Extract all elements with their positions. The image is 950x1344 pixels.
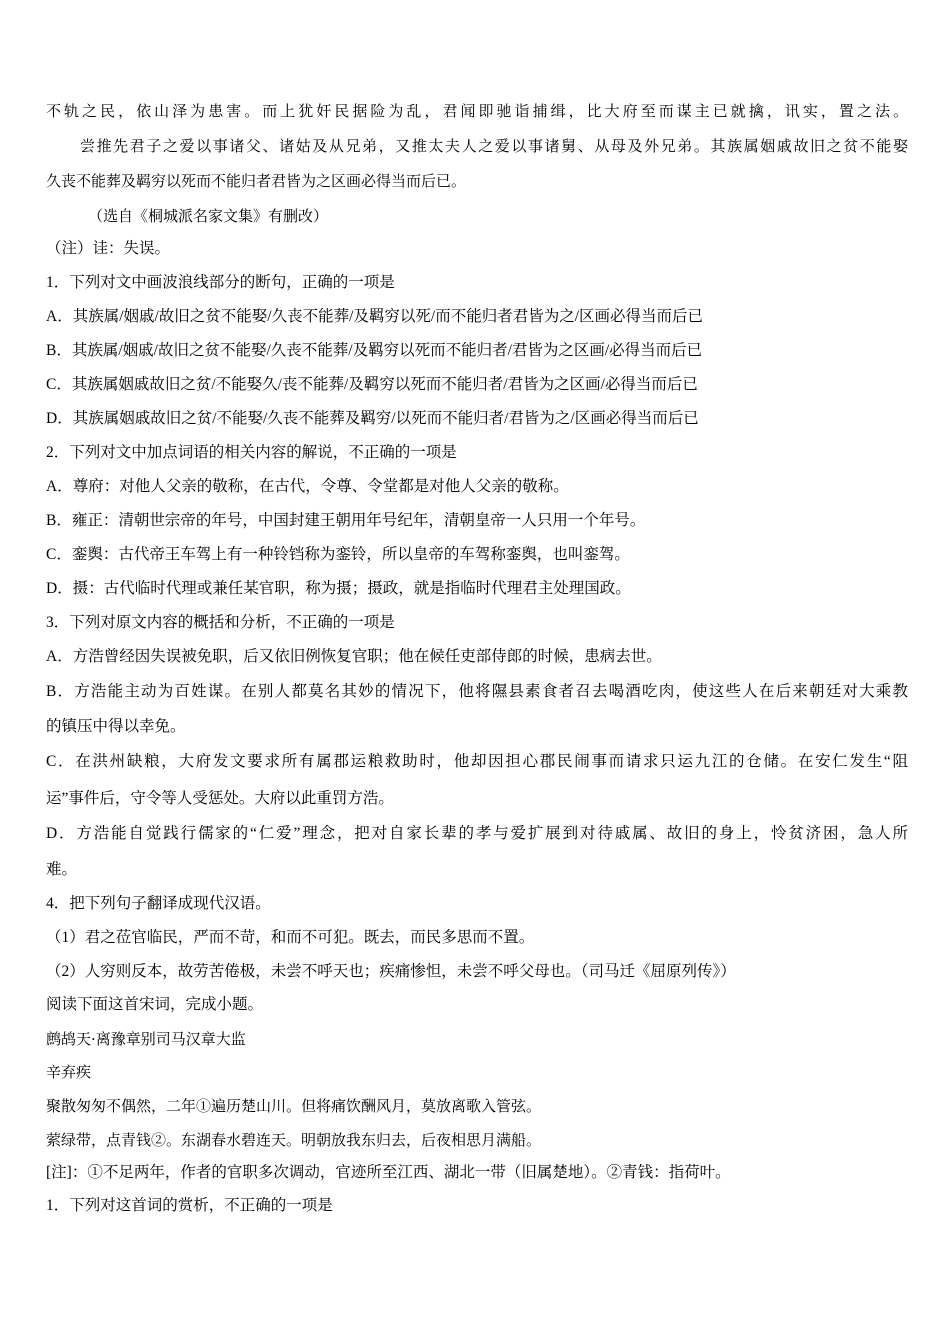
q3-option-b-line-2: 的镇压中得以幸免。 — [46, 718, 186, 735]
q2-stem: 2．下列对文中加点词语的相关内容的解说，不正确的一项是 — [46, 444, 457, 461]
q2-option-c: C．銮舆：古代帝王车驾上有一种铃铛称为銮铃，所以皇帝的车驾称銮舆，也叫銮驾。 — [46, 546, 630, 563]
passage-line-2 — [80, 136, 908, 156]
passage-line-1: 不轨之民，依山泽为患害。而上犹奸民据险为乱，君闻即驰诣捕缉，比大府至而谋主已就擒，讯实，置之法。 — [46, 102, 908, 120]
q4-sentence-2: （2）人穷则反本，故劳苦倦极，未尝不呼天也；疾痛惨怛，未尝不呼父母也。（司马迁《屈原列传》） — [46, 963, 736, 980]
q4-sentence-1: （1）君之莅官临民，严而不苛，和而不可犯。既去，而民多思而不置。 — [46, 929, 535, 946]
passage-note: （注）诖：失误。 — [46, 240, 171, 257]
q3-option-c-line-2: 运”事件后，守令等人受惩处。大府以此重罚方浩。 — [46, 790, 394, 807]
q2-option-b: B．雍正：清朝世宗帝的年号，中国封建王朝用年号纪年，清朝皇帝一人只用一个年号。 — [46, 512, 646, 529]
passage-source: （选自《桐城派名家文集》有删改） — [88, 207, 329, 225]
poem-note: [注]：①不足两年，作者的官职多次调动，官迹所至江西、湖北一带（旧属楚地）。②青钱：指荷叶。 — [46, 1164, 731, 1181]
q3-option-a: A．方浩曾经因失误被免职，后又依旧例恢复官职；他在候任吏部侍郎的时候，患病去世。 — [46, 648, 662, 665]
poem-line-2: 萦绿带，点青钱②。东湖春水碧连天。明朝放我东归去，后夜相思月满船。 — [46, 1131, 542, 1149]
q2-option-d: D．摄：古代临时代理或兼任某官职，称为摄；摄政，就是指临时代理君主处理国政。 — [46, 580, 631, 597]
q3-option-d-line-2: 难。 — [46, 861, 78, 878]
q2-option-a: A．尊府：对他人父亲的敬称，在古代，令尊、令堂都是对他人父亲的敬称。 — [46, 478, 569, 495]
poem-q1-stem: 1．下列对这首词的赏析，不正确的一项是 — [46, 1197, 333, 1214]
poem-title: 鹧鸪天·离豫章别司马汉章大监 — [46, 1030, 246, 1048]
q1-option-a: A．其族属/姻戚/故旧之贫不能娶/久丧不能葬/及羁穷以死/而不能归者君皆为之/区画必得当而后已 — [46, 308, 704, 325]
q4-stem: 4．把下列句子翻译成现代汉语。 — [46, 895, 271, 912]
q3-stem: 3．下列对原文内容的概括和分析，不正确的一项是 — [46, 614, 395, 631]
q1-option-d: D．其族属姻戚故旧之贫/不能娶/久丧不能葬及羁穷/以死而不能归者/君皆为之/区画必得当而后已 — [46, 410, 699, 427]
poem-author: 辛弃疾 — [46, 1063, 92, 1081]
q1-stem: 1．下列对文中画波浪线部分的断句，正确的一项是 — [46, 274, 395, 291]
q1-option-b: B．其族属/姻戚/故旧之贫不能娶/久丧不能葬/及羁穷以死而不能归者/君皆为之区画/必得当而后已 — [46, 342, 703, 359]
passage-line-2-text: 尝推先君子之爱以事诸父、诸姑及从兄弟，又推太夫人之爱以事诸舅、从母及外兄弟。其族属姻戚故旧之贫不能娶 — [80, 137, 908, 155]
q3-option-d-line-1: D．方浩能自觉践行儒家的“仁爱”理念，把对自家长辈的孝与爱扩展到对待戚属、故旧的身上，怜贫济困，急人所 — [46, 825, 908, 842]
q3-option-b-line-1: B．方浩能主动为百姓谋。在别人都莫名其妙的情况下，他将隰县素食者召去喝酒吃肉，使这些人在后来朝廷对大乘教 — [46, 683, 908, 700]
poem-intro: 阅读下面这首宋词，完成小题。 — [46, 996, 264, 1013]
passage-line-3: 久丧不能葬及羁穷以死而不能归者君皆为之区画必得当而后已。 — [46, 172, 467, 190]
q3-option-c-line-1: C．在洪州缺粮，大府发文要求所有属郡运粮救助时，他却因担心郡民闹事而请求只运九江的仓储。在安仁发生“阻 — [46, 753, 908, 770]
poem-line-1: 聚散匆匆不偶然，二年①遍历楚山川。但将痛饮酬风月，莫放离歌入管弦。 — [46, 1097, 542, 1115]
q1-option-c: C．其族属姻戚故旧之贫/不能娶久/丧不能葬/及羁穷以死而不能归者/君皆为之区画/必得当而后已 — [46, 376, 698, 393]
